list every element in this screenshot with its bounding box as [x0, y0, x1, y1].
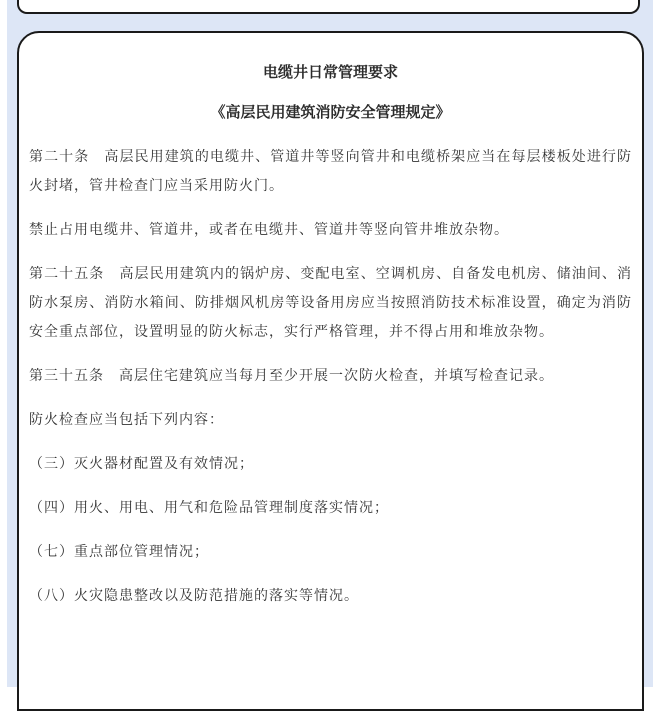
page-background	[7, 0, 653, 687]
paragraph-article-25: 第二十五条 高层民用建筑内的锅炉房、变配电室、空调机房、自备发电机房、储油间、消防水泵房、消防水箱间、防排烟风机房等设备用房应当按照消防技术标准设置，确定为消防安全重点部位，设置明显的防火标志，实行严格管理，并不得占用和堆放杂物。	[29, 266, 632, 340]
document-subtitle: 《高层民用建筑消防安全管理规定》	[210, 103, 451, 121]
content-card	[17, 31, 644, 711]
previous-card-edge	[17, 0, 640, 14]
paragraph-inspection-intro: 防火检查应当包括下列内容：	[29, 412, 224, 428]
paragraph-prohibition: 禁止占用电缆井、管道井，或者在电缆井、管道井等竖向管井堆放杂物。	[29, 222, 509, 238]
document-title: 电缆井日常管理要求	[262, 63, 398, 81]
list-item-7: （七）重点部位管理情况；	[29, 544, 209, 560]
paragraph-article-35: 第三十五条 高层住宅建筑应当每月至少开展一次防火检查，并填写检查记录。	[29, 368, 554, 384]
list-item-8: （八）火灾隐患整改以及防范措施的落实等情况。	[29, 588, 359, 604]
list-item-3: （三）灭火器材配置及有效情况；	[29, 456, 254, 472]
list-item-4: （四）用火、用电、用气和危险品管理制度落实情况；	[29, 500, 389, 516]
paragraph-article-20: 第二十条 高层民用建筑的电缆井、管道井等竖向管井和电缆桥架应当在每层楼板处进行防火封堵，管井检查门应当采用防火门。	[29, 149, 632, 194]
